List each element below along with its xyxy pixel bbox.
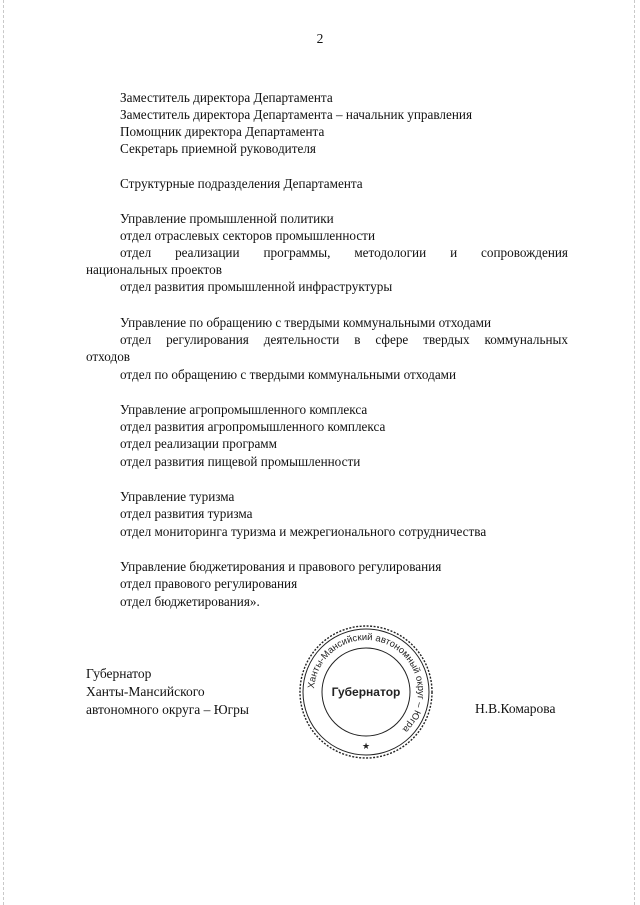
dept-program-implementation: отдел реализации программ (120, 436, 277, 451)
signatory-region-line2: автономного округа – Югры (86, 702, 249, 717)
dept-tourism-development: отдел развития туризма (120, 506, 253, 521)
position-deputy-director: Заместитель директора Департамента (120, 90, 333, 105)
signatory-region-line1: Ханты-Мансийского (86, 684, 205, 699)
section-title-budget: Управление бюджетирования и правового регулирования (120, 559, 442, 574)
signatory-name: Н.В.Комарова (475, 701, 556, 716)
scan-edge-right (634, 0, 636, 905)
signatory-position (86, 665, 249, 719)
dept-tourism-monitoring: отдел мониторинга туризма и межрегионального сотрудничества (120, 524, 487, 539)
seal-star-icon: ★ (361, 741, 371, 751)
dept-waste-regulation-cont: отходов (86, 349, 131, 364)
official-seal (296, 622, 436, 762)
section-title-agro: Управление агропромышленного комплекса (120, 402, 368, 417)
position-deputy-director-head: Заместитель директора Департамента – начальник управления (120, 107, 473, 122)
dept-program-methodology: отдел реализации программы, методологии и сопровождения (120, 245, 568, 260)
dept-agro-development: отдел развития агропромышленного комплекса (120, 419, 386, 434)
seal-ring-text: Ханты-Мансийский автономный округ – Югра (306, 631, 427, 735)
page-number: 2 (316, 31, 324, 46)
dept-industrial-sectors: отдел отраслевых секторов промышленности (120, 228, 375, 243)
dept-waste-handling: отдел по обращению с твердыми коммунальными отходами (120, 367, 457, 382)
seal-graphic (296, 622, 436, 762)
dept-legal-regulation: отдел правового регулирования (120, 576, 298, 591)
position-assistant-director: Помощник директора Департамента (120, 124, 325, 139)
section-title-waste: Управление по обращению с твердыми коммунальными отходами (120, 315, 492, 330)
section-title-tourism: Управление туризма (120, 489, 235, 504)
dept-program-methodology-cont: национальных проектов (86, 262, 222, 277)
seal-center-text: Губернатор (331, 685, 401, 699)
section-title-industrial: Управление промышленной политики (120, 211, 334, 226)
position-secretary: Секретарь приемной руководителя (120, 141, 316, 156)
dept-budgeting: отдел бюджетирования». (120, 594, 260, 609)
dept-food-industry: отдел развития пищевой промышленности (120, 454, 361, 469)
signatory-title: Губернатор (86, 666, 152, 681)
scan-edge-left (3, 0, 5, 905)
dept-industrial-infrastructure: отдел развития промышленной инфраструктуры (120, 279, 393, 294)
dept-waste-regulation: отдел регулирования деятельности в сфере твердых коммунальных (120, 332, 568, 347)
structure-heading: Структурные подразделения Департамента (120, 176, 363, 191)
